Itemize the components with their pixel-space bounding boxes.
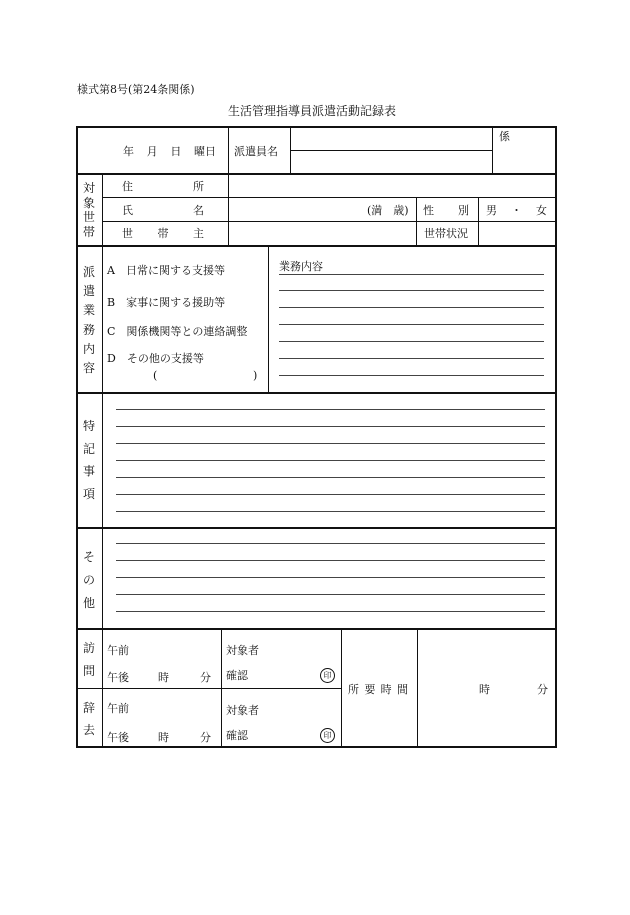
visit-leave-label: 辞 去 [82,701,95,737]
arrive-am-label: 午前 [107,644,129,657]
form-number: 様式第8号(第24条関係) [77,83,195,96]
section-label: 係 [499,130,510,143]
name-label: 氏 名 [122,204,204,217]
dispatcher-name-label: 派遣員名 [234,145,278,158]
duration-label: 所 要 時 間 [348,683,408,696]
age-label: (満 歳) [367,204,409,217]
dispatch-item-b: B 家事に関する援助等 [107,296,226,309]
arrive-minute-label: 分 [200,671,211,684]
household-status-label: 世帯状況 [424,227,468,240]
duration-hour-label: 時 [479,683,490,696]
dispatch-item-d: D その他の支援等 [107,352,204,365]
arrive-target-label: 対象者 [226,644,259,657]
arrive-pm-label: 午後 [107,671,129,684]
page-title: 生活管理指導員派遣活動記録表 [228,104,397,118]
work-content-label: 業務内容 [279,260,323,273]
sex-options: 男 ・ 女 [486,204,547,217]
dispatch-item-c: C 関係機関等との連絡調整 [107,325,248,338]
sex-label: 性 別 [423,204,469,217]
seal-icon: 印 [320,728,335,743]
visit-arrive-label: 訪 問 [82,641,95,678]
address-label: 住 所 [122,180,204,193]
paren-close: ) [253,369,258,382]
leave-am-label: 午前 [107,702,129,715]
dispatch-item-a: A 日常に関する支援等 [107,264,225,277]
special-notes-label: 特 記 事 項 [82,419,95,501]
leave-pm-label: 午後 [107,731,129,744]
leave-confirm-label: 確認 [226,729,248,742]
arrive-hour-label: 時 [158,671,169,684]
household-group-label: 対 象 世 帯 [82,181,95,239]
arrive-confirm-label: 確認 [226,669,248,682]
leave-minute-label: 分 [200,731,211,744]
leave-hour-label: 時 [158,731,169,744]
leave-target-label: 対象者 [226,704,259,717]
dispatch-group-label: 派 遣 業 務 内 容 [82,265,95,375]
paren-open: ( [153,369,158,382]
householder-label: 世 帯 主 [122,227,204,240]
seal-icon: 印 [320,668,335,683]
date-weekday-label: 年 月 日 曜日 [123,145,216,158]
other-label: そ の 他 [82,550,95,610]
duration-minute-label: 分 [537,683,548,696]
